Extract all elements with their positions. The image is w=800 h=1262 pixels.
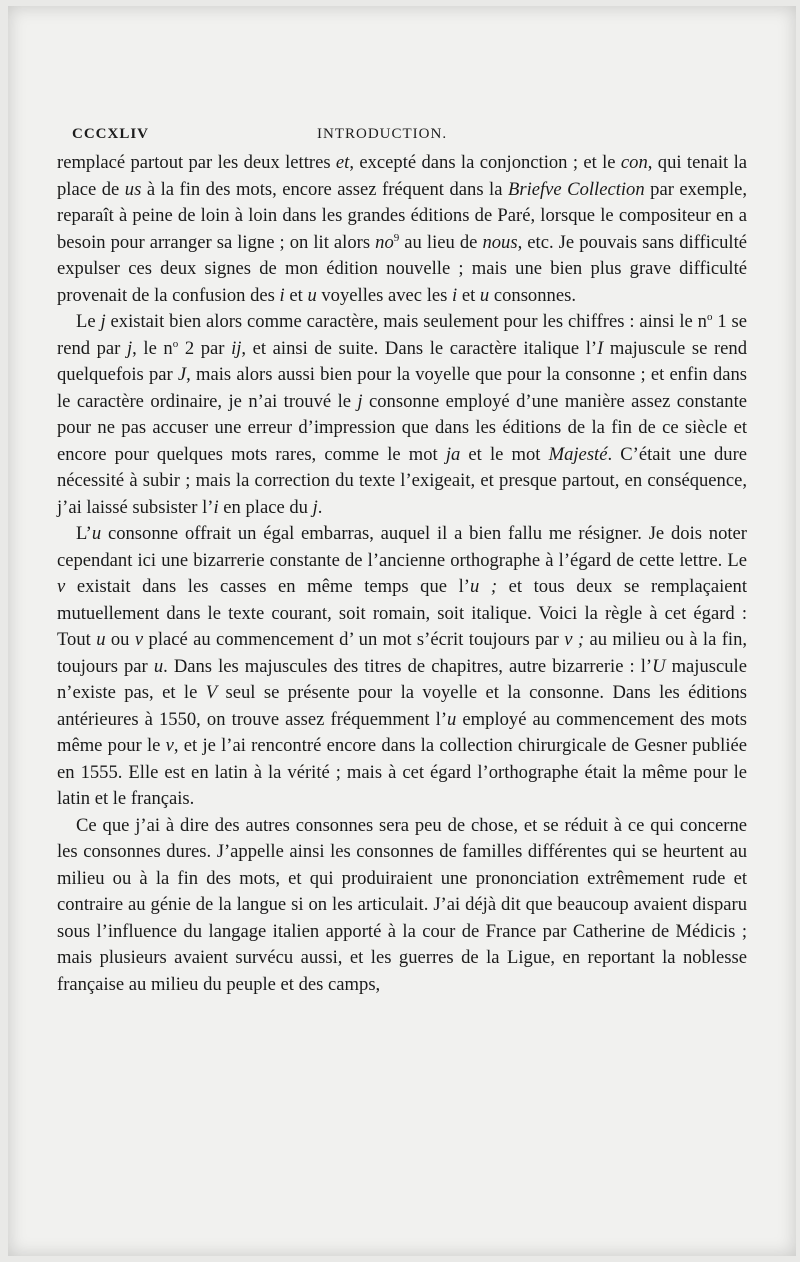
italic-text: con <box>620 152 648 173</box>
italic-text: nous <box>482 231 518 253</box>
text-run: et <box>284 284 308 306</box>
italic-text: u <box>153 655 164 677</box>
text-run: majuscule n’existe pas, et le <box>57 655 747 703</box>
text-run: voyelles avec les <box>316 284 453 306</box>
superscript-text: 9 <box>393 231 400 244</box>
text-run: placé au commencement d’ un mot s’écrit toujours par <box>143 629 565 650</box>
italic-text: j <box>126 337 133 359</box>
text-run: , et ainsi de suite. Dans le caractère italique l’ <box>241 337 598 359</box>
text-run: au lieu de <box>399 231 483 253</box>
italic-text: u <box>447 708 457 730</box>
text-run: et le mot <box>460 443 549 465</box>
text-run: ou <box>105 629 135 650</box>
body-text <box>57 150 747 998</box>
text-run: , excepté dans la conjonction ; et le <box>349 152 621 173</box>
page-number: CCCXLIV <box>72 126 150 142</box>
text-run: , etc. Je pouvais sans difficulté expulser ces deux signes de mon édition nouvelle ; mais une bien plus grave difficulté provenait de la confusion des <box>57 231 748 306</box>
text-run: seul se présente pour la voyelle et la consonne. Dans les éditions antérieures à 1550, on trouve assez fréquemment l’ <box>57 682 747 730</box>
paragraph <box>57 813 747 999</box>
text-run: Ce que j’ai à dire des autres consonnes sera peu de chose, et se réduit à ce qui concerne les consonnes dures. J’appelle ainsi les consonnes de familles différentes qui se heurtent au milieu ou à la fin des mots, et qui produiraient une prononciation extrêmement rude et contraire au génie de la langue si on les articulait. J’ai déjà dit que beaucoup avaient disparu sous l’influence du langage italien apporté à la cour de France par Catherine de Médicis ; mais plusieurs avaient survécu aussi, et les guerres de la Ligue, en reportant la noblesse française au milieu du peuple et des camps, <box>57 814 747 995</box>
text-run: , qui tenait la place de <box>57 152 747 200</box>
text-run: . C’était une dure nécessité à subir ; mais la correction du texte l’exigeait, et presque partout, en conséquence, j’ai laissé subsister l’ <box>57 443 748 518</box>
italic-text: no <box>375 231 394 253</box>
text-run: , et je l’ai rencontré encore dans la collection chirurgicale de Gesner publiée en 1555. Elle est en latin à la vérité ; mais à cet égard l’orthographe était la même pour le latin et le français. <box>57 735 747 809</box>
italic-text: et <box>335 152 350 173</box>
text-run: employé au commencement des mots même pour le <box>57 708 747 756</box>
text-run: par exemple, reparaît à peine de loin à loin dans les grandes éditions de Paré, lorsque le compositeur en a besoin pour arranger sa ligne ; on lit alors <box>57 178 748 253</box>
italic-text: j <box>357 390 363 412</box>
italic-text: Majesté <box>548 443 608 465</box>
text-run: existait dans les casses en même temps que l’ <box>65 576 470 597</box>
paragraph <box>57 150 747 309</box>
text-run: 2 par <box>178 337 232 359</box>
text-run: , le n <box>132 337 173 359</box>
text-run: et tous deux se remplaçaient mutuellement dans le texte courant, soit romain, soit italique. Voici la règle à cet égard : Tout <box>57 576 748 650</box>
text-run: . Dans les majuscules des titres de chapitres, autre bizarrerie : l’ <box>163 655 653 677</box>
italic-text: J <box>177 364 187 385</box>
text-run: Le <box>76 311 101 332</box>
italic-text: v <box>165 735 174 756</box>
italic-text: u ; <box>469 576 498 597</box>
italic-text: I <box>597 337 604 359</box>
text-run: 1 se rend par <box>57 311 747 359</box>
italic-text: v ; <box>564 629 585 650</box>
italic-text: ja <box>445 443 461 465</box>
italic-text: u <box>307 284 317 306</box>
text-run: majuscule se rend quelquefois par <box>57 337 748 385</box>
italic-text: v <box>134 629 144 650</box>
italic-text: i <box>452 284 458 306</box>
text-run: en place du <box>218 496 313 518</box>
italic-text: U <box>652 655 666 677</box>
italic-text: u <box>91 523 102 544</box>
italic-text: V <box>205 682 218 703</box>
superscript-text: o <box>172 337 179 350</box>
text-run: consonnes. <box>489 284 576 306</box>
italic-text: us <box>124 178 142 200</box>
text-run: remplacé partout par les deux lettres <box>57 152 336 173</box>
page-header <box>72 126 754 148</box>
paragraph <box>57 309 747 521</box>
paragraph <box>57 521 747 813</box>
text-run: consonne employé d’une manière assez constante pour ne pas accuser une erreur d’impression que dans les éditions de la fin de ce siècle et encore pour quelques mots rares, comme le mot <box>57 390 748 465</box>
text-run: et <box>457 284 480 306</box>
text-run: . <box>317 496 323 518</box>
italic-text: i <box>279 284 285 306</box>
italic-text: ij <box>231 337 242 359</box>
text-run: existait bien alors comme caractère, mais seulement pour les chiffres : ainsi le n <box>105 311 707 332</box>
text-run: au milieu ou à la fin, toujours par <box>57 629 748 677</box>
italic-text: j <box>312 496 318 518</box>
text-run: consonne offrait un égal embarras, auquel il a bien fallu me résigner. Je dois noter cependant ici une bizarrerie constante de l’ancienne orthographe à l’égard de cette lettre. Le <box>57 523 747 571</box>
italic-text: u <box>479 284 490 306</box>
italic-text: v <box>57 576 66 597</box>
italic-text: i <box>213 496 219 518</box>
italic-text: j <box>100 311 106 332</box>
text-run: L’ <box>76 523 92 544</box>
italic-text: Briefve Collection <box>507 178 645 200</box>
italic-text: u <box>96 629 106 650</box>
running-title: INTRODUCTION. <box>317 126 448 142</box>
text-run: à la fin des mots, encore assez fréquent dans la <box>141 178 508 200</box>
superscript-text: o <box>706 310 713 323</box>
text-run: , mais alors aussi bien pour la voyelle que pour la consonne ; et enfin dans le caractère ordinaire, je n’ai trouvé le <box>57 364 747 412</box>
